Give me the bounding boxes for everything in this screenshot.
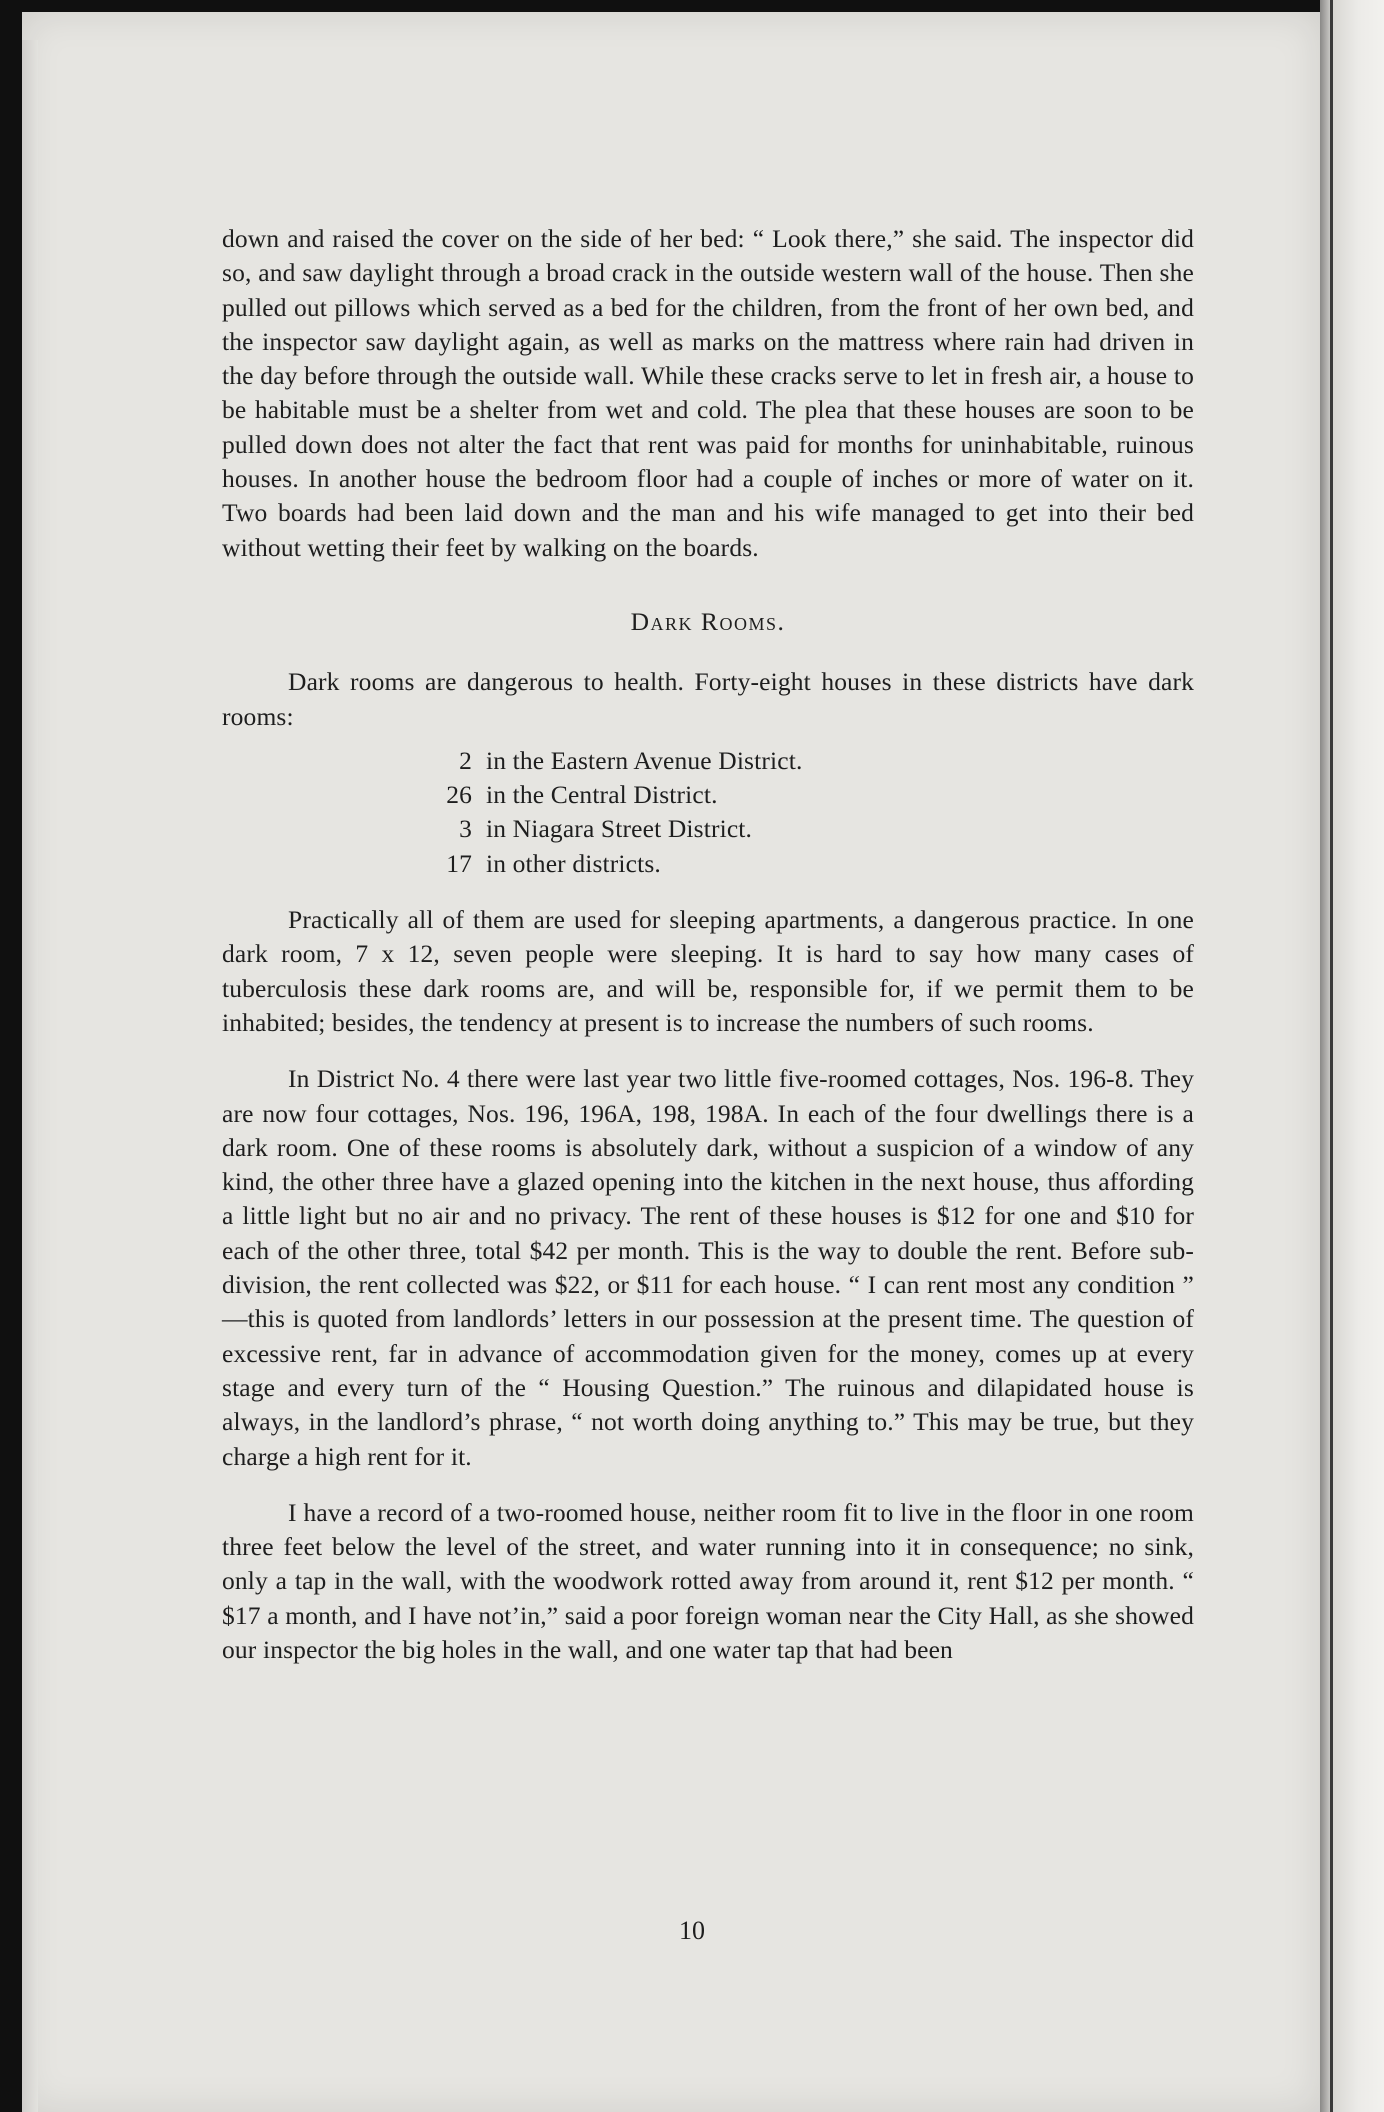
district-list <box>222 744 1194 881</box>
list-item-text: in the Central District. <box>486 780 718 810</box>
list-item-text: in other districts. <box>486 848 661 878</box>
binding-line <box>1330 0 1333 2112</box>
list-item <box>432 847 1194 881</box>
list-item-count: 3 <box>459 814 472 844</box>
list-item <box>432 778 1194 812</box>
page-left-edge <box>22 40 38 2112</box>
list-item-text: in the Eastern Avenue District. <box>486 745 803 775</box>
paragraph-district-four: In District No. 4 there were last year two little five-roomed cottages, Nos. 196-8. They are now four cottages, Nos. 196, 196A, 198, 198A. In each of the four dwellings there is a dark room. One of these rooms is absolutely dark, without a suspicion of a window of any kind, the other three have a glazed opening into the kitchen in the next house, thus affording a little light but no air and no privacy. The rent of these houses is $12 for one and $10 for each of the other three, total $42 per month. This is the way to double the rent. Before sub-division, the rent collected was $22, or $11 for each house. “ I can rent most any condition ” —this is quoted from landlords’ letters in our possession at the present time. The question of excessive rent, far in advance of accommodation given for the money, comes up at every stage and every turn of the “ Housing Question.” The ruinous and dilapidated house is always, in the landlord’s phrase, “ not worth doing anything to.” This may be true, but they charge a high rent for it. <box>222 1064 1194 1471</box>
list-item-count: 26 <box>446 780 472 810</box>
list-item <box>432 812 1194 846</box>
intro-paragraph: Dark rooms are dangerous to health. Forty-eight houses in these districts have dark rooms: <box>222 667 1194 731</box>
paragraph-two-roomed-house: I have a record of a two-roomed house, neither room fit to live in the floor in one room three feet below the level of the street, and water running into it in consequence; no sink, only a tap in the wall, with the woodwork rotted away from around it, rent $12 per month. “ $17 a month, and I have not’in,” said a poor foreign woman near the City Hall, as she showed our inspector the big holes in the wall, and one water tap that had been <box>222 1497 1194 1664</box>
opening-paragraph: down and raised the cover on the side of her bed: “ Look there,” she said. The inspector did so, and saw daylight through a broad crack in the outside western wall of the house. Then she pulled out pillows which served as a bed for the children, from the front of her own bed, and the inspector saw daylight again, as well as marks on the mattress where rain had driven in the day before through the outside wall. While these cracks serve to let in fresh air, a house to be habitable must be a shelter from wet and cold. The plea that these houses are soon to be pulled down does not alter the fact that rent was paid for months for uninhabitable, ruinous houses. In another house the bedroom floor had a couple of inches or more of water on it. Two boards had been laid down and the man and his wife managed to get into their bed without wetting their feet by walking on the boards. <box>222 224 1194 562</box>
section-heading: Dark Rooms. <box>630 606 786 636</box>
list-item-text: in Niagara Street District. <box>486 814 753 844</box>
list-item-count: 2 <box>459 745 472 775</box>
paragraph-dark-rooms-practice: Practically all of them are used for sleeping apartments, a dangerous practice. In one dark room, 7 x 12, seven people were sleeping. It is hard to say how many cases of tuberculosis these dark rooms are, and will be, responsible for, if we permit them to be inhabited; besides, the tendency at present is to increase the numbers of such rooms. <box>222 905 1194 1037</box>
page-number: 10 <box>679 1916 705 1945</box>
list-item <box>432 744 1194 778</box>
list-item-count: 17 <box>446 848 472 878</box>
document-body <box>222 222 1194 1667</box>
